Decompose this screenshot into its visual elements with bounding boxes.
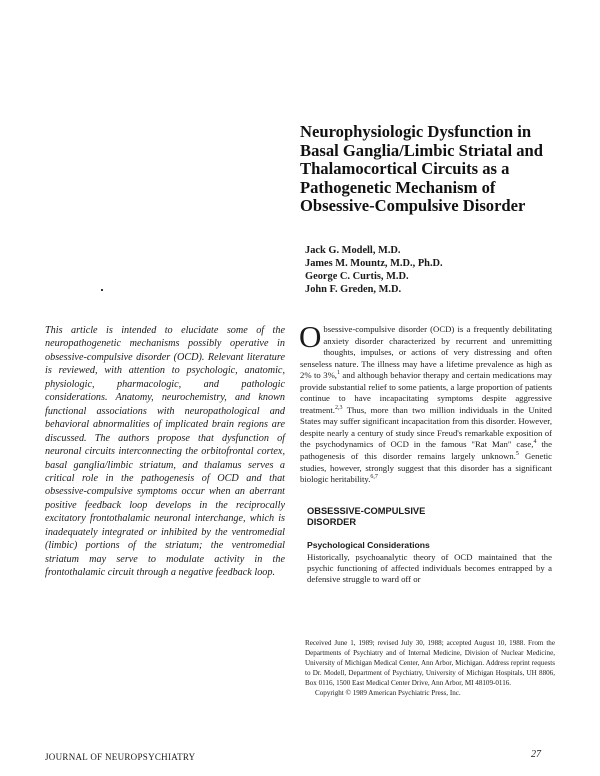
abstract: This article is intended to elucidate some of the neuropathogenetic mechanisms possibly operative in obsessive-compulsive disorder (OCD). Relevant literature is reviewed, with attention to psychologic, anatomic, physiologic, pharmacologic, and pathologic considerations. Anatomy, neurochemistry, and known functional associations with neuropathological and behavioral abnormalities of implicated brain regions are discussed. The authors propose that dysfunction of neuronal circuits interconnecting the orbitofrontal cortex, basal ganglia/limbic striatum, and thalamus serves a critical role in the pathogenesis of OCD and that obsessive-compulsive symptoms occur when an aberrant positive feedback loop develops in the reciprocally excitatory frontothalamic neuronal interchange, which is inadequately integrated or inhibited by the ventromedial (limbic) portions of the striatum; the ventromedial striatum may serve to modulate activity in the frontothalamic circuit through a negative feedback loop.: [45, 325, 285, 579]
citation: 5: [515, 451, 519, 458]
citation: 6,7: [370, 474, 378, 481]
citation: 2,3: [334, 404, 343, 411]
body-paragraph: Historically, psychoanalytic theory of OCD maintained that the psychic functioning of affected individuals becomes entrapped by a defensive struggle to ward off or: [307, 551, 552, 585]
author-list: [305, 244, 565, 296]
author: John F. Greden, M.D.: [305, 284, 402, 295]
citation: 1: [336, 370, 340, 377]
received-note: Received June 1, 1989; revised July 30, 1988; accepted August 10, 1988. From the Departments of Psychiatry and of Internal Medicine, Division of Nuclear Medicine, University of Michigan Medical Center, Ann Arbor, Michigan. Address reprint requests to Dr. Modell, Department of Psychiatry, University of Michigan Hospitals, UH 8806, Box 0116, 1500 East Medical Center Drive, Ann Arbor, MI 48109-0116. Copyright © 1989 American Psychiatric Press, Inc.: [305, 639, 555, 697]
intro-paragraph: Obsessive-compulsive disorder (OCD) is a frequently debilitating anxiety disorder characterized by recurrent and unremitting thoughts, impulses, or actions of very distressing and often senseless nature. The illness may have a lifetime prevalence as high as 2% to 3%,$^1$ and although behavior therapy and certain medications may provide substantial relief to some patients, a large proportion of patients continue to have incapacitating symptoms despite aggressive treatment.$^{2,3}$ Thus, more than two million individuals in the United States may suffer significant incapacitation from this disorder. However, despite nearly a century of study since Freud's remarkable exposition of the psychodynamics of OCD in the famous "Rat Man" case,$^4$ the pathogenesis of this disorder remains largely unknown.$^5$ Genetic studies, however, strongly suggest that this disorder has a significant biologic heritability.$^{6,7}$: [299, 319, 553, 485]
section-heading: OBSESSIVE-COMPULSIVE DISORDER: [307, 505, 426, 528]
subsection-heading: Psychological Considerations: [307, 539, 430, 550]
article-title: Neurophysiologic Dysfunction in Basal Ganglia/Limbic Striatal and Thalamocortical Circuits as a Pathogenetic Mechanism of Obsessive-Compulsive Disorder: [300, 122, 543, 215]
drop-cap: O: [299, 319, 322, 354]
stray-dot: [101, 289, 103, 291]
body-column: [299, 319, 553, 586]
journal-name: JOURNAL OF NEUROPSYCHIATRY: [45, 752, 196, 762]
author: James M. Mountz, M.D., Ph.D.: [305, 258, 443, 269]
author: George C. Curtis, M.D.: [305, 271, 409, 282]
citation: 4: [533, 439, 537, 446]
page-number: 27: [531, 749, 541, 760]
copyright: Copyright © 1989 American Psychiatric Press, Inc.: [315, 688, 461, 697]
author: Jack G. Modell, M.D.: [305, 245, 401, 256]
